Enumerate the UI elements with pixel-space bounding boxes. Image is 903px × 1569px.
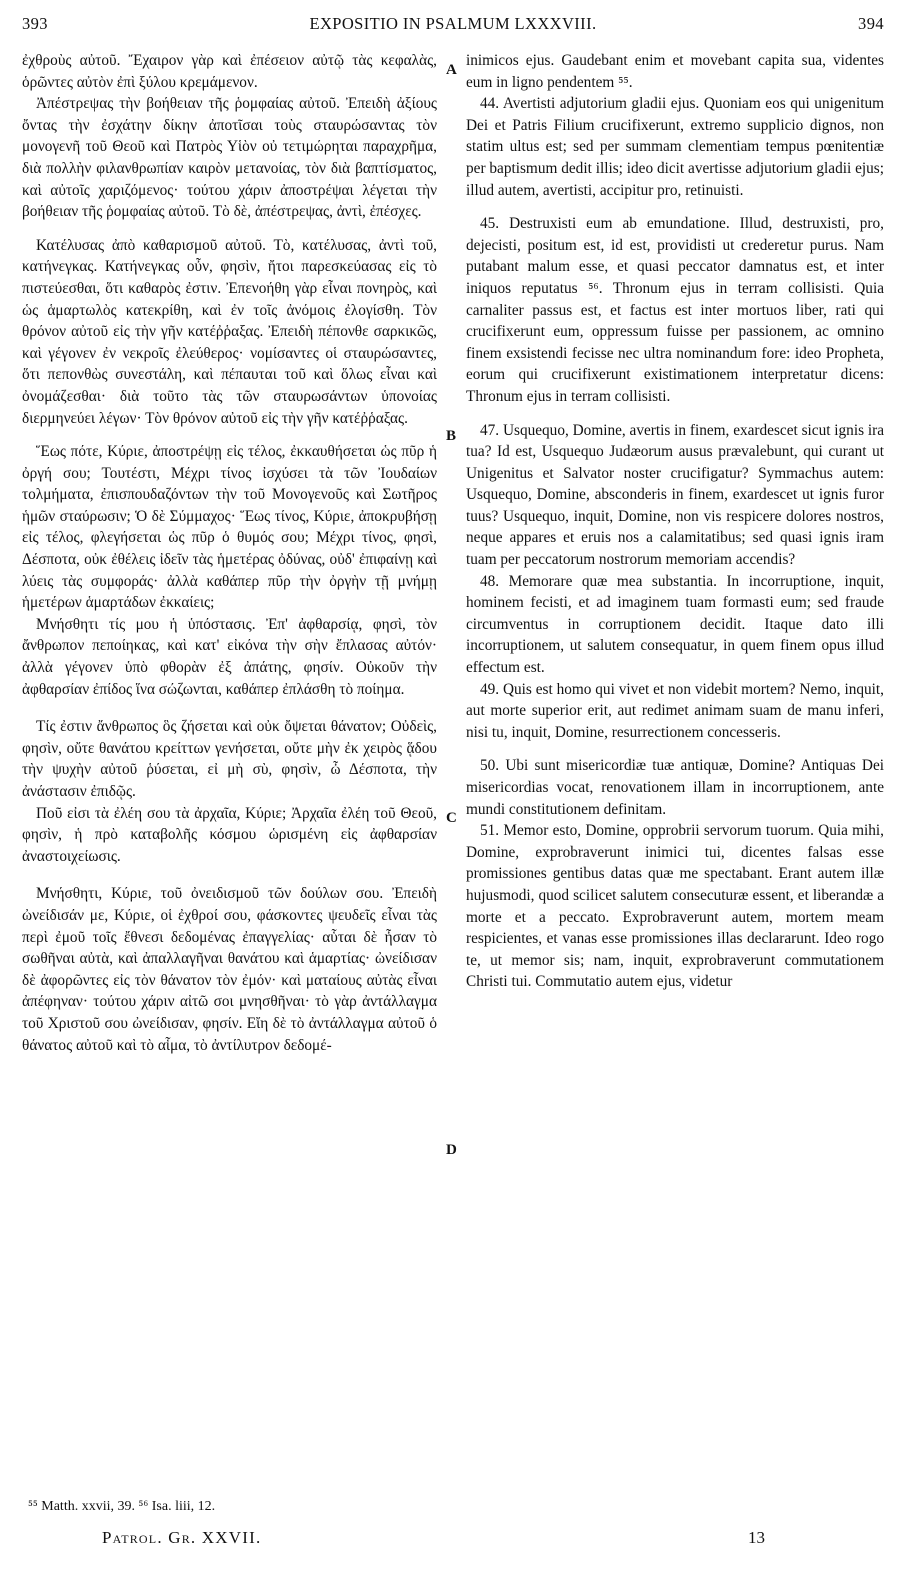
footnotes: ⁵⁵ Matth. xxvii, 39. ⁵⁶ Isa. liii, 12. bbox=[28, 1499, 216, 1514]
margin-letter-b: B bbox=[446, 428, 457, 444]
latin-paragraph: 47. Usquequo, Domine, avertis in finem, exardescet sicut ignis ira tua? Id est, Usquequo Judæorum ausus prævalebunt, qui curant ut Unigenitus et Salvator noster crucifigatur? Symmachus autem: Usquequo, Domine, absconderis in finem, exardescet ut ignis furor tuus? Usquequo, inquit, Domine, non vis respicere dolores nostros, neque appares et eruis nos a calamitatibus; sed quasi ignis iram tuam per peccatorum nostrorum memoriam accendis? bbox=[466, 421, 884, 569]
right-page-number: 394 bbox=[858, 14, 884, 33]
greek-paragraph: Ἕως πότε, Κύριε, ἀποστρέψῃ εἰς τέλος, ἐκκαυθήσεται ὡς πῦρ ἡ ὀργή σου; Τουτέστι, Μέχρι τίνος ἰσχύσει τὰ τῶν Ἰουδαίων τολμήματα, ἐπισπουδαζόντων τὴν τοῦ Μονογενοῦς καὶ Σωτῆρος ἡμῶν σταύρωσιν; Ὁ δὲ Σύμμαχος· Ἕως τίνος, Κύριε, ἀποκρυβήσῃ εἰς τέλος, φλεγήσεται ὡς πῦρ ὁ θυμός σου; Μέχρι τίνος, φησὶ, Δέσποτα, οὐκ ἐθέλεις ἰδεῖν τὰς ἡμετέρας ὀδύνας, οὐδ' ἐπιφαίνῃ καὶ λύεις τὰς συμφοράς· ἀλλὰ καθάπερ πῦρ τὴν ὀργὴν τῇ μνήμῃ ἡμετέρων ἁμαρτάδων ἐκκαίεις; bbox=[22, 443, 437, 612]
latin-paragraph: 45. Destruxisti eum ab emundatione. Illud, destruxisti, pro, dejecisti, positum est, id est, providisti ut crederetur purus. Nam putabant malum esse, et quasi peccator damnatus est, et inter iniquos reputatus ⁵⁶. Thronum ejus in terram collisisti. Quia carnaliter passus est, et factus est inter mortuos liber, rati qui crucifixerunt eum, oppressum fuisse per passionem, ac omnino finem exsistendi fecisse nec ultra nominandum fore: ideo Propheta, eorum qui crucifixerunt existimationem interpretatur dicens: Thronum ejus in terram collisisti. bbox=[466, 215, 884, 405]
latin-paragraph: 44. Avertisti adjutorium gladii ejus. Quoniam eos qui unigenitum Dei et Patris Filium crucifixerunt, extremo supplicio dignos, non statim ultus est; sed per summam clementiam tempus pœnitentiæ per baptismum dedit illis; ideo dicit avertisse adjutorium gladii ejus; illud autem, avertisti, accipitur pro, retinuisti. bbox=[466, 95, 884, 199]
greek-paragraph: Ἀπέστρεψας τὴν βοήθειαν τῆς ῥομφαίας αὐτοῦ. Ἐπειδὴ ἀξίους ὄντας τὴν ἐσχάτην δίκην ἀποτῖσαι τοὺς σταυρώσαντας τὸν μονογενῆ τοῦ Θεοῦ καὶ Πατρὸς Υἱὸν οὐ τετιμώρηται παραχρῆμα, διὰ πολλὴν φιλανθρωπίαν καιρὸν μετανοίας, τὸν διὰ βαπτίσματος, καὶ αὐτοῖς χαριζόμενος· τούτου χάριν ἀποστρέψαι λέγεται τὴν βοήθειαν τῆς ῥομφαίας αὐτοῦ. Τὸ δὲ, ἀπέστρεψας, ἀντὶ, ἐπέσχες. bbox=[22, 95, 437, 221]
running-title: EXPOSITIO IN PSALMUM LXXXVIII. bbox=[309, 14, 597, 33]
left-page-number: 393 bbox=[22, 14, 48, 33]
latin-paragraph: 48. Memorare quæ mea substantia. In incorruptione, inquit, hominem fecisti, et ad imaginem tuam formasti eum; sed fraude circumventus in corruptionem decidit. Itaque dato illi incorruptionem, ut salutem consequatur, in quem finem opus illud effectum est. bbox=[466, 572, 884, 677]
latin-paragraph: inimicos ejus. Gaudebant enim et movebant capita sua, videntes eum in ligno pendentem ⁵⁵. bbox=[466, 52, 884, 91]
greek-paragraph: Μνήσθητι τίς μου ἡ ὑπόστασις. Ἐπ' ἀφθαρσίᾳ, φησὶ, τὸν ἄνθρωπον πεποίηκας, καὶ κατ' εἰκόνα τὴν σὴν ἔπλασας αὐτόν· ἀλλὰ γέγονεν ὑπὸ φθορὰν ἐξ ἀπάτης, φησίν. Οὐκοῦν τὴν ἀφθαρσίαν ἐπίδος ἵνα σώζωνται, καθάπερ ἐπλάσθη τὸ ποίημα. bbox=[22, 615, 437, 698]
greek-paragraph: Τίς ἐστιν ἄνθρωπος ὃς ζήσεται καὶ οὐκ ὄψεται θάνατον; Οὐδεὶς, φησὶν, οὔτε θανάτου κρείττων γενήσεται, οὔτε μὴν ἐκ χειρὸς ᾅδου τὴν ψυχὴν αὐτοῦ ῥύσεται, εἰ μὴ σὺ, φησὶν, ὦ Δέσποτα, τὴν ἀνάστασιν ἐπιδῷς. bbox=[22, 718, 437, 800]
latin-column bbox=[466, 50, 884, 993]
greek-paragraph: ἐχθροὺς αὐτοῦ. Ἔχαιρον γὰρ καὶ ἐπέσειον αὐτῷ τὰς κεφαλὰς, ὁρῶντες αὐτὸν ἐπὶ ξύλου κρεμάμενον. bbox=[22, 52, 437, 91]
signature-number: 13 bbox=[748, 1528, 765, 1547]
page bbox=[22, 10, 884, 1560]
greek-paragraph: Κατέλυσας ἀπὸ καθαρισμοῦ αὐτοῦ. Τὸ, κατέλυσας, ἀντὶ τοῦ, κατήνεγκας. Κατήνεγκας οὖν, φησὶν, ἤτοι παρεσκεύασας εἰς τὸ πιστεύεσθαι, ὅτι καθαρὸς ἐστιν. Ἐπενοήθη γὰρ εἶναι πονηρὸς, καὶ ὡς ἁμαρτωλὸς κατεκρίθη, καὶ ἐν τοῖς ἀνόμοις ἐλογίσθη. Τὸν θρόνον αὐτοῦ εἰς τὴν γῆν κατέῤῥαξας. Ἐπειδὴ πέπονθε σαρκικῶς, καὶ γέγονεν ἐν νεκροῖς ἐλεύθερος· νομίσαντες οἱ σταυρώσαντες, ὅτι πεπονθὼς συνεστάλη, καὶ πέπαυται τοῦ καὶ ὅλως εἶναι καὶ ὀνομάζεσθαι· διὰ τοῦτο τὰς τῶν σταυρωσάντων ὑπονοίας διερμηνεύει λέγων· Τὸν θρόνον αὐτοῦ εἰς τὴν γῆν κατέῤῥαξας. bbox=[22, 236, 437, 427]
greek-paragraph: Μνήσθητι, Κύριε, τοῦ ὀνειδισμοῦ τῶν δούλων σου. Ἐπειδὴ ὠνείδισάν με, Κύριε, οἱ ἐχθροί σου, φάσκοντες ψευδεῖς εἶναι τὰς περὶ ἐμοῦ τοῖς ἔθνεσι δεδομένας ἐπαγγελίας· αὗται δὲ ἦσαν τὸ σωθῆναι αὐτὰ, καὶ ἀπαλλαγῆναι θανάτου καὶ ἁμαρτίας· ὠνείδισαν δὲ ἀφορῶντες εἰς τὸν θάνατον τὸν ἐμόν· καὶ ματαίους αὐτὰς εἶναι ἀπέφηναν· τούτου χάριν αἰτῶ σοι μνησθῆναι· τὸ γὰρ ἀντάλλαγμα τοῦ Χριστοῦ σου ὠνείδισαν, φησίν. Εἴη δὲ τὸ ἀντάλλαγμα αὐτοῦ ὁ θάνατος αὐτοῦ καὶ τὸ αἷμα, τὸ ἀντίλυτρον δεδομέ- bbox=[22, 885, 437, 1054]
greek-column bbox=[22, 50, 437, 1056]
page-footer bbox=[22, 1526, 884, 1550]
latin-paragraph: 49. Quis est homo qui vivet et non videbit mortem? Nemo, inquit, aut morte superior erit, aut redimet animam suam de manu inferi, nisi tu, inquit, Domine, resurrectionem concesseris. bbox=[466, 680, 884, 741]
margin-letter-c: C bbox=[446, 810, 457, 826]
latin-paragraph: 50. Ubi sunt misericordiæ tuæ antiquæ, Domine? Antiquas Dei misericordias vocat, renovationem illam in incorruptionem, ante mundi constitutionem definitam. bbox=[466, 757, 884, 818]
running-header bbox=[22, 10, 884, 40]
margin-letter-d: D bbox=[446, 1142, 457, 1158]
greek-paragraph: Ποῦ εἰσι τὰ ἐλέη σου τὰ ἀρχαῖα, Κύριε; Ἀρχαῖα ἐλέη τοῦ Θεοῦ, φησὶν, ἡ πρὸ καταβολῆς κόσμου ὡρισμένη εἰς ἀφθαρσίαν ἀναστοιχείωσις. bbox=[22, 804, 437, 865]
volume-signature: Patrol. Gr. XXVII. bbox=[102, 1528, 262, 1547]
latin-paragraph: 51. Memor esto, Domine, opprobrii servorum tuorum. Quia mihi, Domine, exprobraverunt inimici tui, dicentes falsas esse promissiones gentibus datas quæ me spectabant. Erant autem illæ hujusmodi, quod scilicet salutem consecuturæ essent, et liberandæ a morte et a peccato. Exprobraverunt autem, mortem meam respicientes, et vanas esse promissiones illas declararunt. Ideo rogo te, ut memor sis; nam, inquit, exprobraverunt commutationem Christi tui. Commutatio autem ejus, videtur bbox=[466, 822, 884, 991]
margin-letter-a: A bbox=[446, 62, 457, 78]
